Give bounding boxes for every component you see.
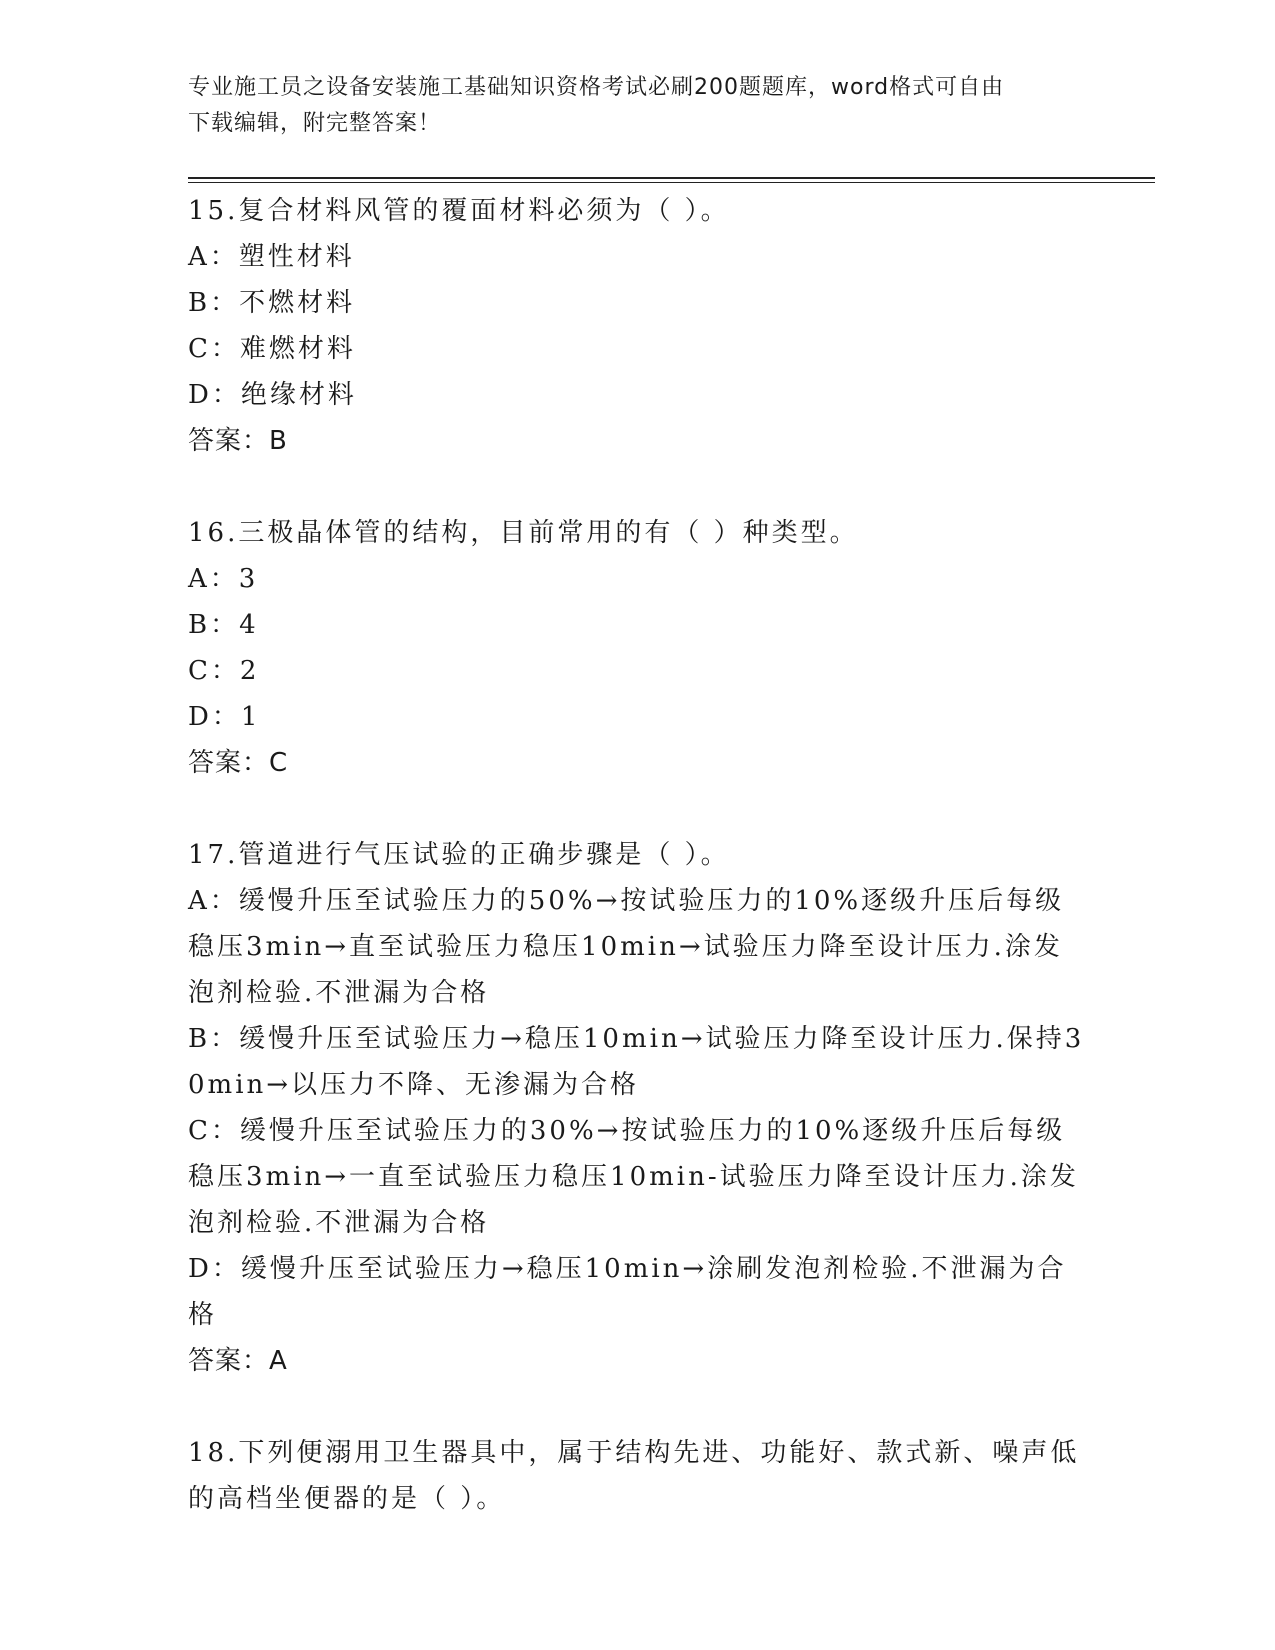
answer: 答案：A — [188, 1346, 288, 1376]
question-list — [188, 188, 1088, 1568]
option-c: C：2 — [188, 656, 260, 686]
option-d: D：1 — [188, 702, 261, 732]
header-line-2: 下载编辑，附完整答案！ — [188, 111, 442, 136]
question-text: 17.管道进行气压试验的正确步骤是（ ）。 — [188, 840, 730, 870]
option-a: A：塑性材料 — [188, 242, 355, 272]
answer: 答案：C — [188, 748, 289, 778]
option-b: B：4 — [188, 610, 259, 640]
question-text: 18.下列便溺用卫生器具中，属于结构先进、功能好、款式新、噪声低的高档坐便器的是（ ）。 — [188, 1438, 1080, 1514]
question-text: 15.复合材料风管的覆面材料必须为（ ）。 — [188, 196, 730, 226]
question-15 — [188, 188, 1088, 464]
option-d: D：绝缘材料 — [188, 380, 357, 410]
question-16 — [188, 510, 1088, 786]
option-c: C：难燃材料 — [188, 334, 356, 364]
question-17 — [188, 832, 1088, 1384]
header-divider-thin — [188, 182, 1155, 183]
header-line-1: 专业施工员之设备安装施工基础知识资格考试必刷200题题库，word格式可自由 — [188, 75, 1005, 100]
option-c: C：缓慢升压至试验压力的30%→按试验压力的10%逐级升压后每级稳压3min→一直至试验压力稳压10min-试验压力降至设计压力.涂发泡剂检验.不泄漏为合格 — [188, 1116, 1079, 1238]
document-header — [188, 70, 1088, 142]
option-d: D：缓慢升压至试验压力→稳压10min→涂刷发泡剂检验.不泄漏为合格 — [188, 1254, 1067, 1330]
option-b: B：缓慢升压至试验压力→稳压10min→试验压力降至设计压力.保持30min→以压力不降、无渗漏为合格 — [188, 1024, 1085, 1100]
option-b: B：不燃材料 — [188, 288, 356, 318]
question-text: 16.三极晶体管的结构，目前常用的有（ ）种类型。 — [188, 518, 859, 548]
answer: 答案：B — [188, 426, 288, 456]
header-divider-thick — [188, 177, 1155, 179]
option-a: A：缓慢升压至试验压力的50%→按试验压力的10%逐级升压后每级稳压3min→直至试验压力稳压10min→试验压力降至设计压力.涂发泡剂检验.不泄漏为合格 — [188, 886, 1065, 1008]
question-18 — [188, 1430, 1088, 1522]
option-a: A：3 — [188, 564, 259, 594]
